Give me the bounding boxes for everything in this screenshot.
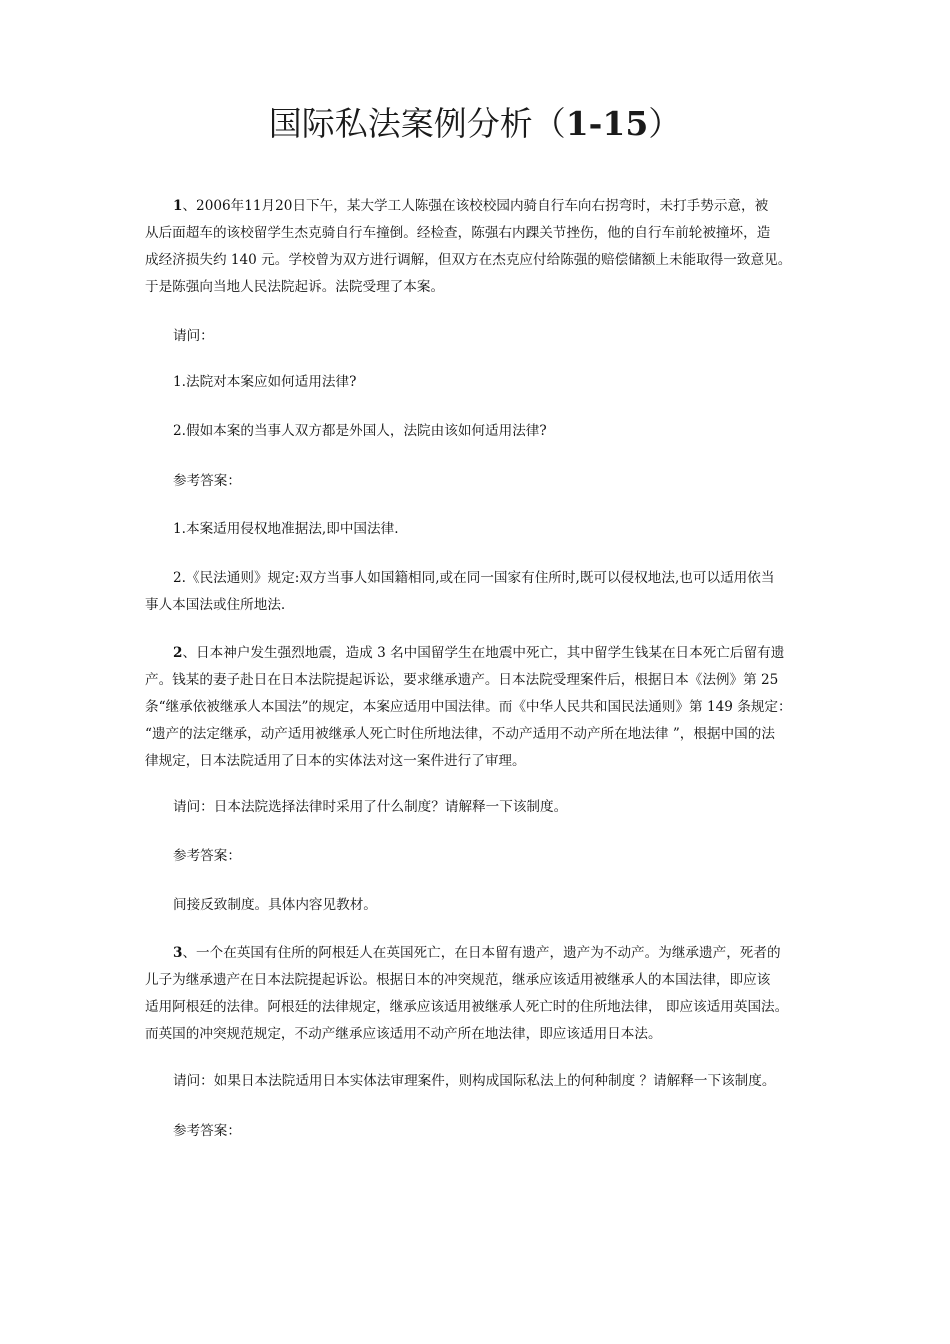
case-2-paragraph: 2、日本神户发生强烈地震，造成 3 名中国留学生在地震中死亡，其中留学生钱某在日本死亡后留有遗 产。钱某的妻子赴日在日本法院提起诉讼，要求继承遗产。日本法院受理案件后，根据日本《法例》第 25 条“继承依被继承人本国法”的规定，本案应适用中国法律。而《中华人民共和国民法通则》第 149 条规定： “遗产的法定继承，动产适用被继承人死亡时住所地法律，不动产适用不动产所在地法律 ”，根据中国的法 律规定，日本法院适用了日本的实体法对这一案件进行了审理。 bbox=[145, 645, 792, 769]
case-1-answer-label: 参考答案： bbox=[173, 473, 241, 489]
case-1-question-label: 请问： bbox=[173, 328, 214, 344]
case-3-paragraph: 3、一个在英国有住所的阿根廷人在英国死亡，在日本留有遗产，遗产为不动产。为继承遗产，死者的 儿子为继承遗产在日本法院提起诉讼。根据日本的冲突规范，继承应该适用被继承人的本国法律，即应该 适用阿根廷的法律。阿根廷的法律规定，继承应该适用被继承人死亡时的住所地法律， 即应该适用英国法。 而英国的冲突规范规定，不动产继承应该适用不动产所在地法律，即应该适用日本法。 bbox=[145, 945, 789, 1042]
case-3-answer-label: 参考答案： bbox=[173, 1123, 241, 1139]
case-1-answer-1: 1.本案适用侵权地准据法,即中国法律. bbox=[173, 521, 399, 537]
case-3-question: 请问：如果日本法院适用日本实体法审理案件，则构成国际私法上的何种制度 ？请解释一下该制度。 bbox=[173, 1073, 776, 1089]
case-1-paragraph: 1、2006年11月20日下午，某大学工人陈强在该校校园内骑自行车向右拐弯时，未打手势示意，被 从后面超车的该校留学生杰克骑自行车撞倒。经检查，陈强右内踝关节挫伤，他的自行车前轮被撞坏，造 成经济损失约 140 元。学校曾为双方进行调解，但双方在杰克应付给陈强的赔偿储额上未能取得一致意见。 于是陈强向当地人民法院起诉。法院受理了本案。 bbox=[145, 198, 792, 295]
case-number: 1 bbox=[173, 198, 183, 214]
case-1-question-2: 2.假如本案的当事人双方都是外国人，法院由该如何适用法律? bbox=[173, 423, 547, 439]
case-1-question-1: 1.法院对本案应如何适用法律? bbox=[173, 374, 357, 390]
case-number: 3 bbox=[173, 945, 183, 961]
case-1-answer-2: 2.《民法通则》规定:双方当事人如国籍相同,或在同一国家有住所时,既可以侵权地法,也可以适用依当 事人本国法或住所地法. bbox=[145, 570, 775, 613]
case-number: 2 bbox=[173, 645, 183, 661]
page-title: 国际私法案例分析（1-15） bbox=[268, 104, 682, 143]
case-2-answer: 间接反致制度。具体内容见教材。 bbox=[173, 897, 377, 913]
case-2-answer-label: 参考答案： bbox=[173, 848, 241, 864]
case-2-question: 请问：日本法院选择法律时采用了什么制度？请解释一下该制度。 bbox=[173, 799, 568, 815]
